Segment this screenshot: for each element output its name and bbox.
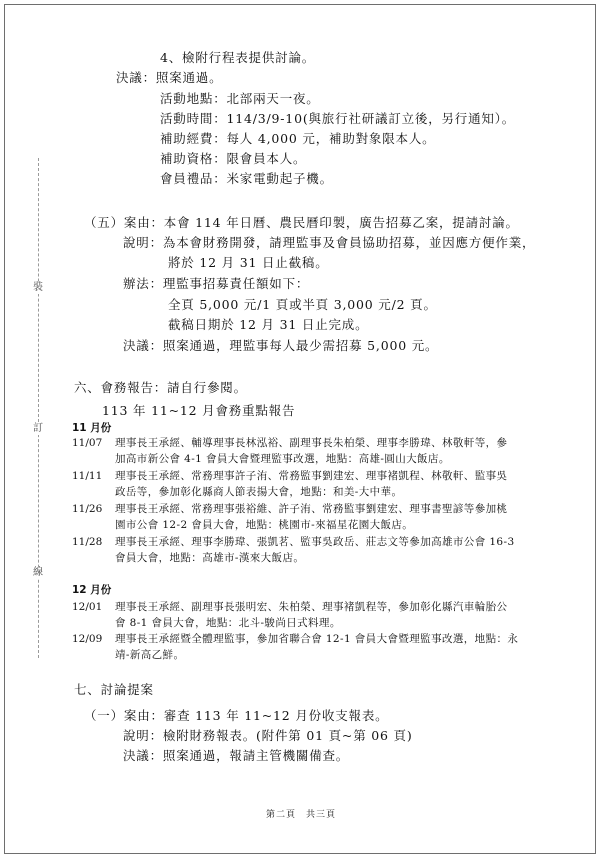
activity-time: 活動時間：114/3/9-10(與旅行社研議訂立後，另行通知）。 bbox=[160, 111, 516, 126]
proposal-5-explanation: 說明：為本會財務開發，請理監事及會員協助招募，並因應方便作業， bbox=[123, 235, 536, 250]
report-entry-line: 理事長王承經暨全體理監事，參加省聯合會 12-1 會員大會暨理監事改選，地點：永 bbox=[115, 633, 519, 645]
report-date: 11/07 bbox=[72, 437, 103, 449]
report-entry-line: 政岳等，參加彰化縣商人節表揚大會，地點：和美-大中華。 bbox=[115, 486, 403, 498]
november-header: 11 月份 bbox=[72, 422, 112, 434]
section-7-heading: 七、討論提案 bbox=[74, 682, 154, 697]
report-date: 12/09 bbox=[72, 633, 103, 645]
proposal-5-deadline: 截稿日期於 12 月 31 日止完成。 bbox=[168, 317, 369, 332]
report-entry-line: 理事長王承經、常務理事張裕維、許子洧、常務監事劉建宏、理事書聖諺等參加桃 bbox=[115, 503, 508, 515]
member-gift: 會員禮品：米家電動起子機。 bbox=[160, 171, 333, 186]
proposal-1-resolution: 決議：照案通過，報請主管機關備查。 bbox=[123, 748, 350, 763]
proposal-1-title: （一）案由：審查 113 年 11~12 月份收支報表。 bbox=[84, 708, 389, 723]
proposal-5-rate: 全頁 5,000 元/1 頁或半頁 3,000 元/2 頁。 bbox=[168, 297, 437, 312]
report-entry-line: 園市公會 12-2 會員大會，地點：桃園市-來福星花園大飯店。 bbox=[115, 519, 414, 531]
proposal-5-method: 辦法：理監事招募責任額如下： bbox=[123, 276, 310, 291]
binding-mark-zhuang: 裝 bbox=[33, 282, 43, 293]
binding-mark-ding: 訂 bbox=[33, 423, 43, 434]
activity-location: 活動地點：北部兩天一夜。 bbox=[160, 91, 320, 106]
report-entry-line: 會員大會，地點：高雄市-漢來大飯店。 bbox=[115, 552, 305, 564]
report-date: 11/11 bbox=[72, 470, 103, 482]
proposal-1-explanation: 說明：檢附財務報表。(附件第 01 頁~第 06 頁) bbox=[123, 728, 413, 743]
report-entry-line: 理事長王承經、輔導理事長林泓裕、副理事長朱柏榮、理事李勝瑋、林敬軒等，參 bbox=[115, 437, 508, 449]
december-header: 12 月份 bbox=[72, 584, 112, 596]
report-title: 113 年 11~12 月會務重點報告 bbox=[102, 403, 296, 418]
proposal-5-resolution: 決議：照案通過，理監事每人最少需招募 5,000 元。 bbox=[123, 338, 439, 353]
subsidy-amount: 補助經費：每人 4,000 元，補助對象限本人。 bbox=[160, 131, 436, 146]
proposal-5-explanation-cont: 將於 12 月 31 日止截稿。 bbox=[168, 255, 329, 270]
item-4-line: 4、檢附行程表提供討論。 bbox=[160, 50, 316, 65]
report-entry-line: 理事長王承經、常務理事許子洧、常務監事劉建宏、理事褚凱程、林敬軒、監事吳 bbox=[115, 470, 508, 482]
report-entry-line: 理事長王承經、理事李勝瑋、張凱茗、監事吳政岳、莊志文等參加高雄市公會 16-3 bbox=[115, 536, 515, 548]
binding-line bbox=[38, 158, 39, 658]
subsidy-eligibility: 補助資格：限會員本人。 bbox=[160, 151, 307, 166]
binding-mark-xian: 線 bbox=[33, 567, 43, 578]
report-entry-line: 理事長王承經、副理事長張明宏、朱柏榮、理事褚凱程等，參加彰化縣汽車輪胎公 bbox=[115, 601, 508, 613]
report-date: 11/28 bbox=[72, 536, 103, 548]
section-6-heading: 六、會務報告：請自行參閱。 bbox=[74, 380, 247, 395]
report-entry-line: 會 8-1 會員大會，地點：北斗-駿尚日式料理。 bbox=[115, 617, 341, 629]
report-entry-line: 加高市新公會 4-1 會員大會暨理監事改選，地點：高雄-圓山大飯店。 bbox=[115, 453, 450, 465]
report-date: 12/01 bbox=[72, 601, 103, 613]
proposal-5-title: （五）案由：本會 114 年日曆、農民曆印製，廣告招募乙案，提請討論。 bbox=[84, 215, 519, 230]
report-entry-line: 靖-新高乙鮮。 bbox=[115, 649, 185, 661]
page-footer: 第二頁 共三頁 bbox=[265, 810, 336, 820]
report-date: 11/26 bbox=[72, 503, 103, 515]
resolution-line: 決議：照案通過。 bbox=[116, 70, 223, 85]
